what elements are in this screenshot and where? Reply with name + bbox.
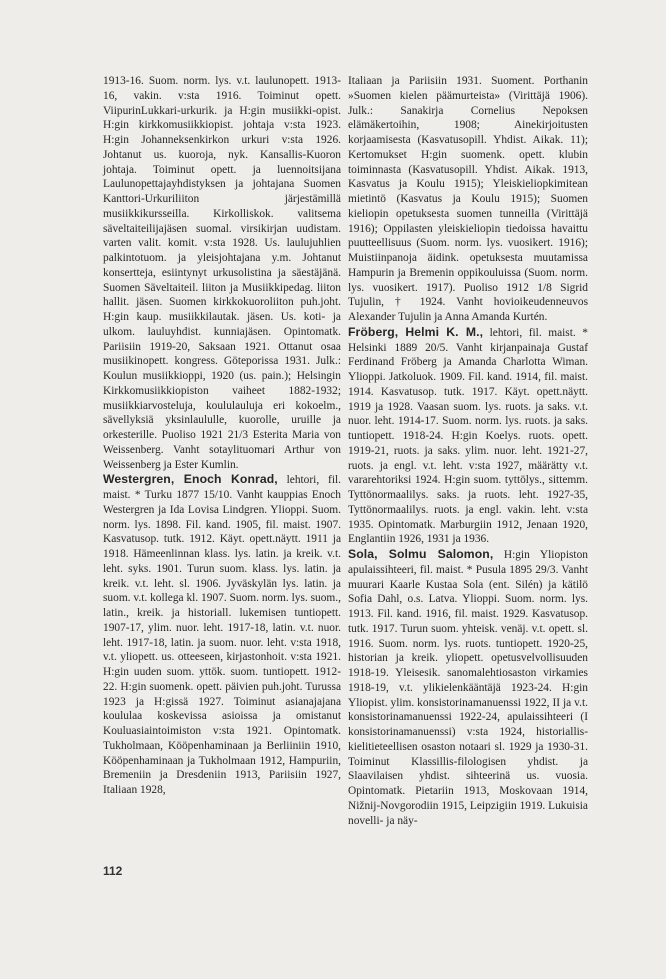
entry-westergren xyxy=(103,472,341,798)
entry-name: Westergren, Enoch Konrad, xyxy=(103,472,278,487)
left-column xyxy=(103,74,341,798)
continued-entry-text: 1913-16. Suom. norm. lys. v.t. laulunopett. 1913-16, vakin. v:sta 1916. Toiminut opett. ViipurinLukkari-urkurik. ja H:gin musiikki-opist. H:gin kirkkomusiikkiopist. johtaja v:sta 1923. H:gin Johanneksenkirkon urkuri v:sta 1926. Johtanut us. kuoroja, nyk. Kansallis-Kuoron johtaja. Toiminut opett. ja luennoitsijana Laulunopettajayhdistyksen ja johtajana Suomen Kanttori-Urkuriliiton järjestämillä musiikkikursseilla. Kirkolliskok. valitsema säveltaiteilijajäsen suomal. virsikirjan uudistam. varten valit. komit. v:sta 1928. Us. laulujuhlien palkintotuom. ja yleisjohtajana y.m. Johtanut konsertteja, esiintynyt urkusolistina ja säestäjänä. Suomen Säveltaiteil. liiton ja Musiikkipedag. liiton hallit. jäsen. Suomen kirkkokuoroliiton puh.joht. H:gin kaup. musiikkilautak. jäsen. Us. koti- ja ulkom. lauluyhdist. kunniajäsen. Opintomatk. Pariisiin 1919-20, Saksaan 1921. Ottanut osaa musiikinopett. kongress. Göteporissa 1931. Julk.: Koulun musiikkioppi, 1920 (us. pain.); Helsingin Kirkkomusiikkiopiston vaiheet 1882-1932; musiikkiarvosteluja, koululauluja eri kokoelm., sävellyksiä yksinlaululle, kuorolle, uruille ja orkesterille. Puoliso 1921 21/3 Esterita Maria von Weissenberg. Vanht sotaylituomari Arthur von Weissenberg ja Ester Kumlin. xyxy=(103,75,341,471)
right-column xyxy=(348,74,588,828)
entry-text: H:gin Yliopiston apulaissihteeri, fil. maist. * Pusula 1895 29/3. Vanht muurari Kaarle Kustaa Sola (ent. Silén) ja kätilö Sofia Dahl, o.s. Latva. Ylioppi. Suom. norm. lys. 1913. Fil. kand. 1916, fil. maist. 1929. Kasvatusop. tutk. 1917. Turun suom. yhteisk. venäj. v.t. opett. sl. 1916. Suom. norm. lys. ruots. tuntiopett. 1920-25, historian ja kreik. yliopett. opetusvelvollisuuden 1918-19. Yleisesik. sanomalehtiosaston virkamies 1918-19, v.t. ylikielenkääntäjä 1923-24. H:gin Yliopist. ylim. konsistorinamanuenssi 1922, II ja v.t. konsistorinamanuenssi 1922-24, apulaissihteeri (I konsistorinamanuenssi) v:sta 1924, historiallis-kielitieteellisen osaston notaari sl. 1929 ja 1930-31. Toiminut Klassillis-filologisen yhdist. ja Slaavilaisen yhdist. sihteerinä us. vuosia. Opintomatk. Pietariin 1913, Moskovaan 1914, Nižnij-Novgorodiin 1915, Leipzigiin 1919. Lukuisia novelli- ja näy- xyxy=(348,549,588,827)
continued-entry-text: Italiaan ja Pariisiin 1931. Suoment. Porthanin »Suomen kielen päämurteista» (Virittäjä 1906). Julk.: Sanakirja Cornelius Nepoksen elämäkertoihin, 1908; Ainekirjoitusten korjaamisesta (Kasvatusopill. Yhdist. Aikak. 11); Kertomukset H:gin suomenk. opett. klubin toiminnasta (Kasvatusopill. Yhdist. Aikak. 1913, Kasvatus ja Koulu 1915); Yleiskieliopkimitean mietintö (Kasvatus ja Koulu 1915); Suomen kieliopin opetuksesta suomen tunneilla (Virittäjä 1916); Oppilasten yleiskieliopin tiedoissa havaittu puutteellisuus (Suom. norm. lys. vuosikert. 1916); Muistiinpanoja äidink. opetuksesta muutamissa Hampurin ja Bremenin oppikouluissa (Suom. norm. lys. vuosikert. 1917). Puoliso 1912 1/8 Sigrid Tujulin, † 1924. Vanht hovioikeudenneuvos Alexander Tujulin ja Anna Amanda Kurtén. xyxy=(348,75,588,323)
entry-sola xyxy=(348,547,588,828)
entry-text: lehtori, fil. maist. * Helsinki 1889 20/5. Vanht kirjanpainaja Gustaf Ferdinand Fröberg ja Amanda Charlotta Wiman. Ylioppi. Jatkoluok. 1909. Fil. kand. 1914, fil. maist. 1914. Kasvatusop. tutk. 1917. Käyt. opett.näytt. 1919 ja 1928. Vaasan suom. lys. ruots. ja saks. v.t. nuor. leht. 1914-17. Suom. norm. lys. ruots. ja saks. tuntiopett. 1918-24. H:gin Koelys. ruots. opett. 1919-21, ruots. ja saks. ylim. nuor. leht. 1921-27, ruots. ja engl. v.t. leht. v:sta 1927, määrätty v.t. vararehtoriksi 1924. H:gin suom. tyttölys., sittemm. Tyttönormaalilys. saks. ja ruots. leht. 1927-35, Tyttönormaalilys. ruots. ja engl. vakin. leht. v:sta 1935. Opintomatk. Marburgiin 1912, Jenaan 1920, Englantiin 1926, 1931 ja 1936. xyxy=(348,326,588,546)
entry-text: lehtori, fil. maist. * Turku 1877 15/10. Vanht kauppias Enoch Westergren ja Ida Lovisa Lindgren. Ylioppi. Suom. norm. lys. 1898. Fil. kand. 1905, fil. maist. 1907. Kasvatusop. tutk. 1912. Käyt. opett.näytt. 1911 ja 1918. Hämeenlinnan klass. lys. latin. ja kreik. v.t. leht. syks. 1901. Turun suom. klass. lys. latin. ja kreik. v.t. leht. sl. 1906. Jyväskylän lys. latin. ja suom. v.t. kollega kl. 1907. Suom. norm. lys. suom., latin., kreik. ja historiall. lukemisen tuntiopett. 1907-17, ylim. nuor. leht. 1917-18, latin. v.t. nuor. leht. 1917-18, latin. ja suom. nuor. leht. v:sta 1918, v.t. yliopett. us. otteeseen, kirjastonhoit. v:sta 1921. H:gin uuden suom. yttök. suom. tuntiopett. 1912-22. H:gin suomenk. opett. päivien puh.joht. Turussa 1923 ja H:gissä 1927. Toiminut asianajajana koululaa koskevissa asioissa ja omistanut Kouluasiaintoimiston v:sta 1921. Opintomatk. Tukholmaan, Kööpenhaminaan ja Berliiniin 1910, Kööpenhaminaan ja Tukholmaan 1912, Hampuriin, Bremeniin ja Dresdeniin 1913, Pariisiin 1927, Italiaan 1928, xyxy=(103,474,341,796)
entry-name: Fröberg, Helmi K. M., xyxy=(348,324,484,339)
entry-name: Sola, Solmu Salomon, xyxy=(348,547,494,561)
entry-froberg xyxy=(348,325,588,547)
page-number: 112 xyxy=(103,864,123,878)
